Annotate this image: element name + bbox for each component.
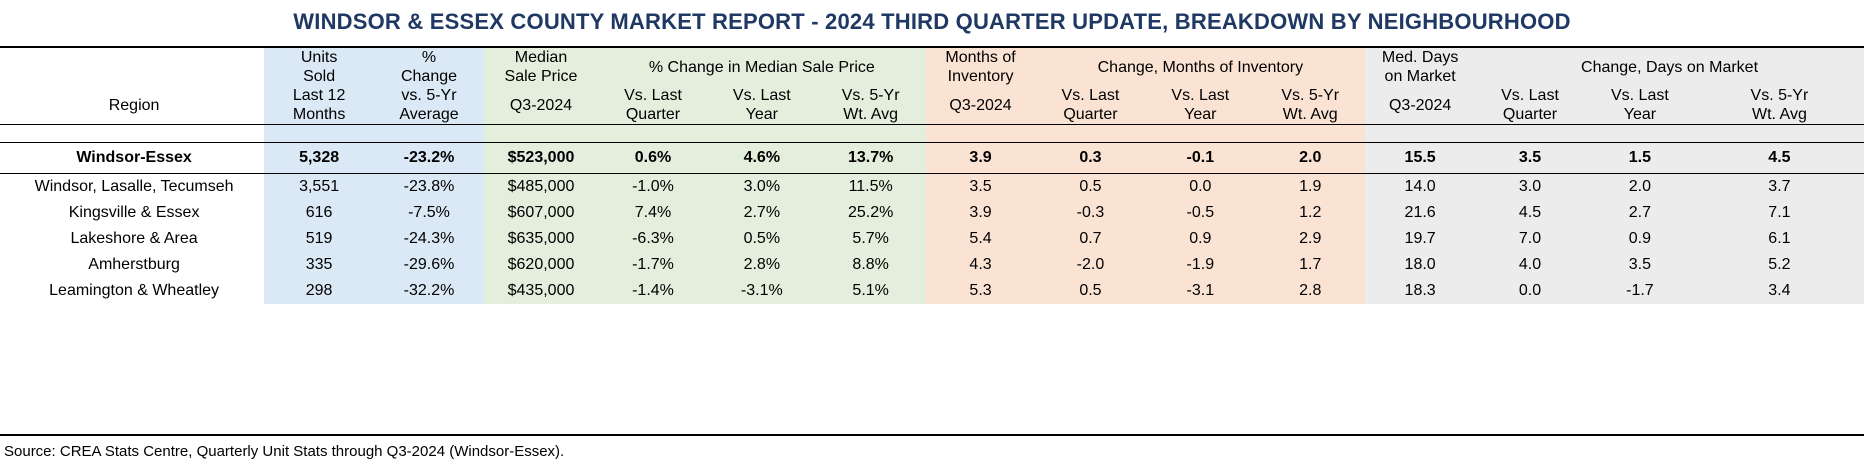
cell-dom: 18.3 [1365,278,1475,304]
cell-dom-vs-quarter: 4.5 [1475,200,1585,226]
cell-moi: 4.3 [926,252,1036,278]
cell-dom-vs-quarter: 7.0 [1475,226,1585,252]
header-region-label: Region [0,86,264,125]
subheader-units-sold: Last 12 Months [264,86,374,125]
cell-median-vs-year: -3.1% [708,278,816,304]
spacer-cell [1585,125,1695,143]
subheader-median-sale-price: Q3-2024 [484,86,598,125]
cell-dom: 21.6 [1365,200,1475,226]
cell-median-vs-year: 2.7% [708,200,816,226]
subheader-dom-vs-5yr: Vs. 5-Yr Wt. Avg [1695,86,1864,125]
header-months-of-inventory: Months of Inventory [926,47,1036,86]
cell-pct-change-5yr: -23.2% [374,143,484,174]
cell-dom-vs-5yr: 6.1 [1695,226,1864,252]
cell-units-sold: 3,551 [264,174,374,201]
cell-moi-vs-year: -3.1 [1145,278,1255,304]
spacer-cell [264,125,374,143]
cell-moi-vs-quarter: -2.0 [1036,252,1146,278]
cell-moi-vs-quarter: 0.3 [1036,143,1146,174]
cell-moi-vs-year: 0.9 [1145,226,1255,252]
table-row [0,174,1864,201]
cell-median-price: $635,000 [484,226,598,252]
subheader-moi-vs-5yr: Vs. 5-Yr Wt. Avg [1255,86,1365,125]
cell-dom: 19.7 [1365,226,1475,252]
subheader-moi-vs-last-quarter: Vs. Last Quarter [1036,86,1146,125]
subheader-pct-change: vs. 5-Yr Average [374,86,484,125]
cell-moi-vs-5yr: 2.8 [1255,278,1365,304]
cell-median-vs-5yr: 5.7% [816,226,926,252]
subheader-moi-vs-last-year: Vs. Last Year [1145,86,1255,125]
header-med-days-on-market: Med. Days on Market [1365,47,1475,86]
market-report-table [0,46,1864,304]
spacer-cell [484,125,598,143]
row-region-name: Amherstburg [0,252,264,278]
cell-median-vs-year: 0.5% [708,226,816,252]
cell-dom-vs-quarter: 3.5 [1475,143,1585,174]
cell-moi-vs-quarter: 0.7 [1036,226,1146,252]
header-units-sold: Units Sold [264,47,374,86]
cell-dom-vs-year: 2.0 [1585,174,1695,201]
cell-dom-vs-quarter: 0.0 [1475,278,1585,304]
cell-pct-change-5yr: -32.2% [374,278,484,304]
cell-dom: 15.5 [1365,143,1475,174]
spacer-cell [1145,125,1255,143]
cell-moi: 3.5 [926,174,1036,201]
cell-median-vs-5yr: 13.7% [816,143,926,174]
spacer-cell [1255,125,1365,143]
header-blank-region [0,47,264,86]
cell-median-vs-quarter: -1.7% [598,252,708,278]
cell-dom-vs-year: 2.7 [1585,200,1695,226]
cell-moi-vs-5yr: 2.9 [1255,226,1365,252]
row-region-name: Kingsville & Essex [0,200,264,226]
cell-median-price: $607,000 [484,200,598,226]
cell-median-vs-quarter: -1.0% [598,174,708,201]
spacer-cell [0,125,264,143]
cell-dom-vs-5yr: 3.4 [1695,278,1864,304]
spacer-cell [1365,125,1475,143]
table-header-row-sub [0,86,1864,125]
cell-median-vs-5yr: 8.8% [816,252,926,278]
cell-median-vs-5yr: 11.5% [816,174,926,201]
subheader-dom-vs-last-year: Vs. Last Year [1585,86,1695,125]
cell-median-price: $523,000 [484,143,598,174]
cell-moi-vs-year: -0.1 [1145,143,1255,174]
cell-dom-vs-year: 0.9 [1585,226,1695,252]
cell-moi-vs-quarter: -0.3 [1036,200,1146,226]
table-row [0,278,1864,304]
cell-units-sold: 298 [264,278,374,304]
cell-pct-change-5yr: -29.6% [374,252,484,278]
cell-dom-vs-quarter: 4.0 [1475,252,1585,278]
cell-moi-vs-quarter: 0.5 [1036,278,1146,304]
cell-dom-vs-5yr: 3.7 [1695,174,1864,201]
header-pct-change: % Change [374,47,484,86]
cell-moi-vs-5yr: 2.0 [1255,143,1365,174]
cell-median-vs-5yr: 25.2% [816,200,926,226]
cell-dom-vs-5yr: 4.5 [1695,143,1864,174]
subheader-median-vs-5yr: Vs. 5-Yr Wt. Avg [816,86,926,125]
spacer-cell [1036,125,1146,143]
table-spacer-row [0,125,1864,143]
row-region-name: Leamington & Wheatley [0,278,264,304]
cell-median-vs-year: 3.0% [708,174,816,201]
header-change-days-on-market: Change, Days on Market [1475,47,1864,86]
cell-median-vs-quarter: 7.4% [598,200,708,226]
header-median-sale-price: Median Sale Price [484,47,598,86]
row-region-name: Lakeshore & Area [0,226,264,252]
cell-moi-vs-5yr: 1.2 [1255,200,1365,226]
subheader-med-days-on-market: Q3-2024 [1365,86,1475,125]
cell-moi: 3.9 [926,143,1036,174]
cell-dom-vs-year: 3.5 [1585,252,1695,278]
cell-median-price: $620,000 [484,252,598,278]
cell-units-sold: 5,328 [264,143,374,174]
cell-moi-vs-5yr: 1.7 [1255,252,1365,278]
cell-moi-vs-year: -1.9 [1145,252,1255,278]
spacer-cell [374,125,484,143]
cell-dom-vs-year: 1.5 [1585,143,1695,174]
cell-median-vs-year: 2.8% [708,252,816,278]
cell-dom: 18.0 [1365,252,1475,278]
source-divider [0,434,1864,436]
cell-units-sold: 616 [264,200,374,226]
cell-moi-vs-year: 0.0 [1145,174,1255,201]
cell-pct-change-5yr: -24.3% [374,226,484,252]
page-title: WINDSOR & ESSEX COUNTY MARKET REPORT - 2024 THIRD QUARTER UPDATE, BREAKDOWN BY NEIGHBOURHOOD [293,9,1571,34]
cell-median-price: $435,000 [484,278,598,304]
spacer-cell [1475,125,1585,143]
cell-median-vs-year: 4.6% [708,143,816,174]
row-region-name: Windsor-Essex [0,143,264,174]
header-change-months-of-inventory: Change, Months of Inventory [1036,47,1366,86]
cell-median-vs-quarter: 0.6% [598,143,708,174]
row-region-name: Windsor, Lasalle, Tecumseh [0,174,264,201]
spacer-cell [598,125,708,143]
cell-dom-vs-year: -1.7 [1585,278,1695,304]
table-header-row-group [0,47,1864,86]
cell-dom-vs-5yr: 5.2 [1695,252,1864,278]
cell-moi: 5.4 [926,226,1036,252]
spacer-cell [816,125,926,143]
cell-moi-vs-5yr: 1.9 [1255,174,1365,201]
header-pct-change-in-median: % Change in Median Sale Price [598,47,926,86]
table-row [0,143,1864,174]
cell-dom-vs-quarter: 3.0 [1475,174,1585,201]
cell-median-vs-5yr: 5.1% [816,278,926,304]
cell-dom: 14.0 [1365,174,1475,201]
cell-median-price: $485,000 [484,174,598,201]
table-row [0,226,1864,252]
subheader-median-vs-last-year: Vs. Last Year [708,86,816,125]
spacer-cell [926,125,1036,143]
cell-moi: 5.3 [926,278,1036,304]
cell-moi-vs-quarter: 0.5 [1036,174,1146,201]
source-note: Source: CREA Stats Centre, Quarterly Unit Stats through Q3-2024 (Windsor-Essex). [4,443,565,460]
spacer-cell [708,125,816,143]
subheader-dom-vs-last-quarter: Vs. Last Quarter [1475,86,1585,125]
cell-dom-vs-5yr: 7.1 [1695,200,1864,226]
cell-pct-change-5yr: -23.8% [374,174,484,201]
subheader-months-of-inventory: Q3-2024 [926,86,1036,125]
cell-moi-vs-year: -0.5 [1145,200,1255,226]
cell-median-vs-quarter: -6.3% [598,226,708,252]
spacer-cell [1695,125,1864,143]
cell-units-sold: 335 [264,252,374,278]
cell-moi: 3.9 [926,200,1036,226]
cell-median-vs-quarter: -1.4% [598,278,708,304]
cell-pct-change-5yr: -7.5% [374,200,484,226]
table-row [0,200,1864,226]
cell-units-sold: 519 [264,226,374,252]
subheader-median-vs-last-quarter: Vs. Last Quarter [598,86,708,125]
table-row [0,252,1864,278]
